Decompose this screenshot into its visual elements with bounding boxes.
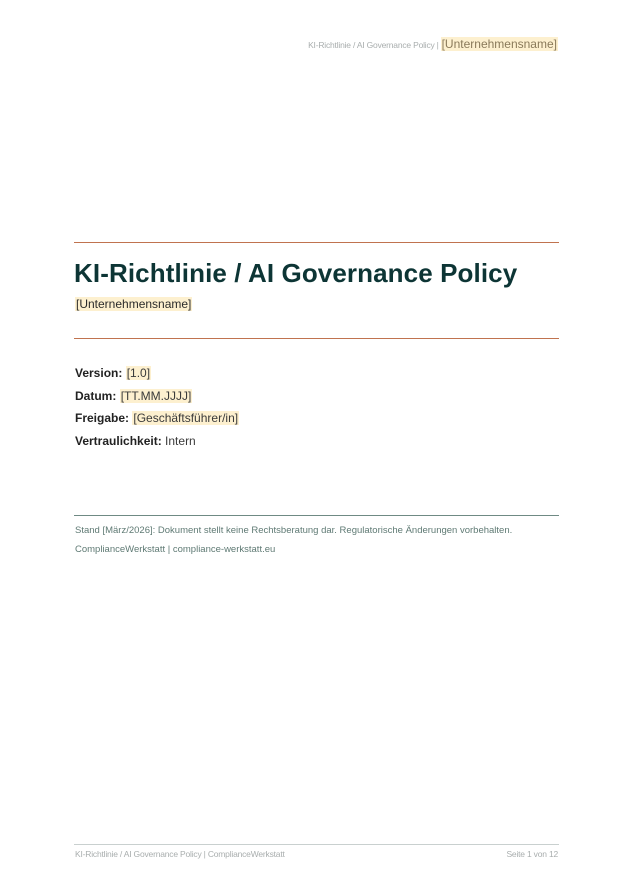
- meta-date: [75, 385, 239, 408]
- disclaimer-text: Stand [März/2026]: Dokument stellt keine Rechtsberatung dar. Regulatorische Änderungen vorbehalten.: [75, 525, 513, 536]
- page-number: Seite 1 von 12: [506, 849, 558, 859]
- title-top-rule: [74, 242, 559, 243]
- footer-rule: [74, 844, 559, 845]
- disclaimer-rule: [74, 515, 559, 516]
- header-separator: |: [436, 40, 439, 50]
- company-placeholder: [Unternehmensname]: [76, 297, 192, 311]
- meta-value: [TT.MM.JJJJ]: [120, 388, 192, 403]
- publisher-line: ComplianceWerkstatt | compliance-werkstatt.eu: [75, 543, 276, 555]
- meta-value: Intern: [165, 433, 196, 448]
- meta-confidentiality: [75, 430, 239, 453]
- disclaimer: [75, 522, 512, 559]
- meta-label: Version:: [75, 366, 123, 380]
- meta-approval: [75, 407, 239, 430]
- meta-value: [1.0]: [126, 366, 151, 380]
- document-metadata: [75, 362, 239, 452]
- meta-label: Datum:: [75, 388, 117, 403]
- meta-label: Freigabe:: [75, 411, 130, 425]
- meta-label: Vertraulichkeit:: [75, 433, 162, 448]
- meta-value: [Geschäftsführer/in]: [133, 411, 239, 425]
- running-footer: [75, 849, 558, 859]
- header-doc-title: KI-Richtlinie / AI Governance Policy: [308, 40, 435, 50]
- running-header: [308, 37, 558, 51]
- meta-version: [75, 362, 239, 385]
- header-company-placeholder: [Unternehmensname]: [441, 37, 557, 51]
- page-title: KI-Richtlinie / AI Governance Policy: [74, 258, 518, 288]
- title-bottom-rule: [74, 338, 559, 339]
- footer-doc-info: KI-Richtlinie / AI Governance Policy | ComplianceWerkstatt: [75, 849, 285, 859]
